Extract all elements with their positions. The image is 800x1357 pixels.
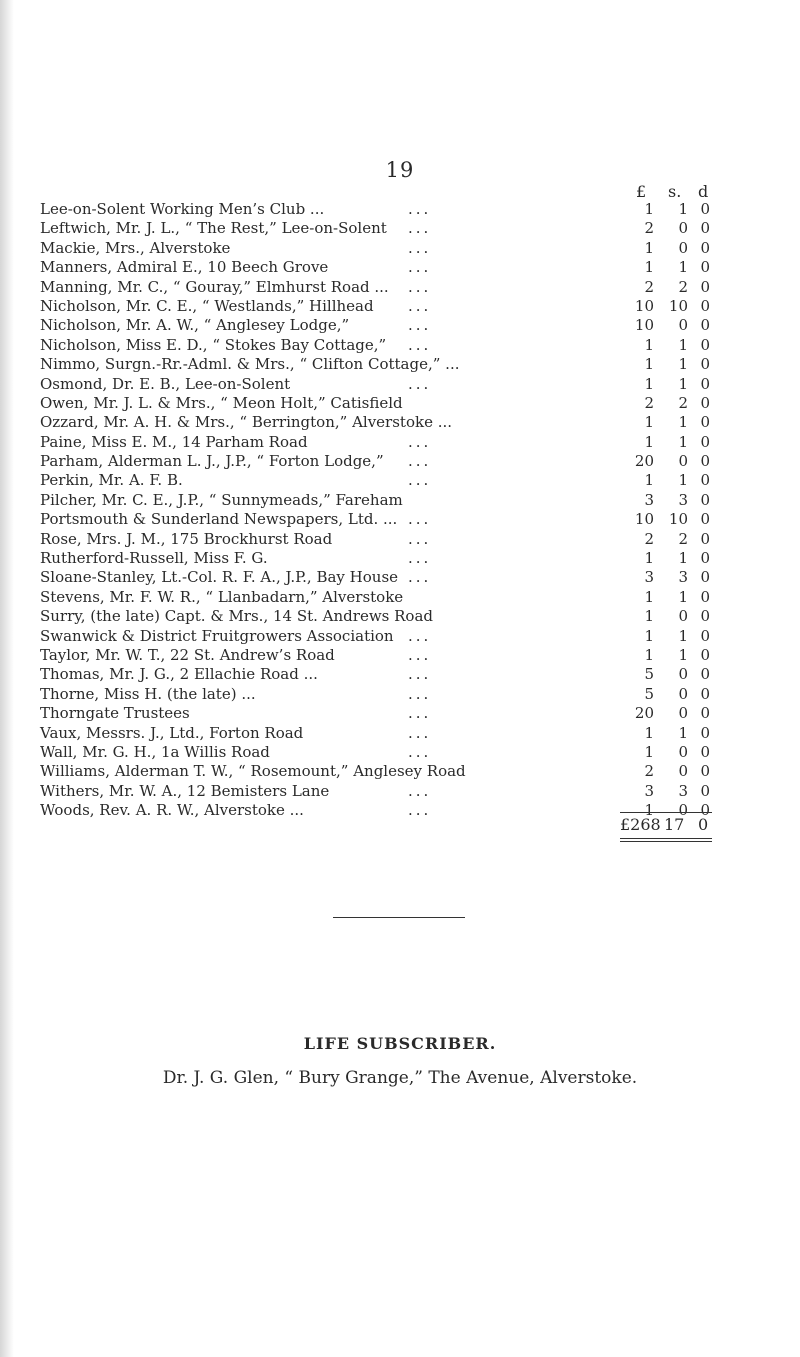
subscriber-name: Lee-on-Solent Working Men’s Club ... xyxy=(40,200,325,218)
shillings-value: 1 xyxy=(678,645,688,664)
shillings-value: 1 xyxy=(678,258,688,277)
dot-leader: ... xyxy=(408,645,432,664)
pounds-value: 10 xyxy=(634,296,654,315)
dot-leader: ... xyxy=(408,316,432,335)
pounds-value: 1 xyxy=(644,258,654,277)
pence-value: 0 xyxy=(700,645,710,664)
pence-value: 0 xyxy=(700,335,710,354)
dot-leader: ... xyxy=(408,704,432,723)
subscriber-name: Thorne, Miss H. (the late) ... xyxy=(40,684,256,703)
dot-leader: ... xyxy=(408,200,432,218)
table-row xyxy=(0,704,800,723)
pounds-value: 1 xyxy=(644,801,654,820)
pounds-value: 3 xyxy=(644,490,654,509)
pence-value: 0 xyxy=(700,587,710,606)
subscriber-name: Portsmouth & Sunderland Newspapers, Ltd. ... xyxy=(40,510,398,529)
pounds-value: 1 xyxy=(644,238,654,257)
subscriber-name: Perkin, Mr. A. F. B. xyxy=(40,471,183,490)
pence-value: 0 xyxy=(700,355,710,374)
pounds-value: 20 xyxy=(634,704,654,723)
pence-value: 0 xyxy=(700,549,710,568)
shillings-value: 0 xyxy=(678,238,688,257)
subscriber-name: Nicholson, Mr. C. E., “ Westlands,” Hillhead xyxy=(40,296,374,315)
dot-leader: ... xyxy=(408,529,432,548)
dot-leader: ... xyxy=(408,742,432,761)
table-row xyxy=(0,278,800,297)
pounds-value: 3 xyxy=(644,781,654,800)
table-row xyxy=(0,627,800,646)
subscriber-name: Pilcher, Mr. C. E., J.P., “ Sunnymeads,” Fareham xyxy=(40,490,403,509)
subscriber-name: Woods, Rev. A. R. W., Alverstoke ... xyxy=(40,801,304,820)
shillings-value: 1 xyxy=(678,471,688,490)
subscriber-name: Wall, Mr. G. H., 1a Willis Road xyxy=(40,742,270,761)
dot-leader: ... xyxy=(408,277,432,296)
pounds-value: 1 xyxy=(644,471,654,490)
pounds-value: 1 xyxy=(644,626,654,645)
table-row xyxy=(0,336,800,355)
subscriber-name: Owen, Mr. J. L. & Mrs., “ Meon Holt,” Catisfield xyxy=(40,393,403,412)
pounds-value: 1 xyxy=(644,645,654,664)
table-row xyxy=(0,219,800,238)
pounds-value: 20 xyxy=(634,452,654,471)
total-rule-double-1 xyxy=(620,838,712,839)
life-subscriber-heading: LIFE SUBSCRIBER. xyxy=(303,1034,497,1053)
pence-value: 0 xyxy=(700,684,710,703)
shillings-value: 3 xyxy=(678,781,688,800)
column-headers xyxy=(0,182,800,202)
pence-value: 0 xyxy=(700,200,710,218)
subscriber-name: Nicholson, Miss E. D., “ Stokes Bay Cottage,” xyxy=(40,335,387,354)
pounds-value: 2 xyxy=(644,219,654,238)
pence-value: 0 xyxy=(700,452,710,471)
table-row xyxy=(0,355,800,374)
pounds-value: 2 xyxy=(644,393,654,412)
table-row xyxy=(0,316,800,335)
pounds-value: 2 xyxy=(644,277,654,296)
pence-value: 0 xyxy=(700,665,710,684)
dot-leader: ... xyxy=(408,549,432,568)
shillings-value: 2 xyxy=(678,529,688,548)
dot-leader: ... xyxy=(408,801,432,820)
shillings-value: 0 xyxy=(678,452,688,471)
pence-value: 0 xyxy=(700,626,710,645)
table-row xyxy=(0,762,800,781)
pence-value: 0 xyxy=(700,432,710,451)
shillings-value: 3 xyxy=(678,490,688,509)
table-row xyxy=(0,394,800,413)
shillings-value: 0 xyxy=(678,704,688,723)
subscriber-name: Withers, Mr. W. A., 12 Bemisters Lane xyxy=(40,781,330,800)
pounds-header: £ xyxy=(636,182,647,201)
pence-value: 0 xyxy=(700,374,710,393)
shillings-value: 1 xyxy=(678,587,688,606)
subscriber-name: Nicholson, Mr. A. W., “ Anglesey Lodge,” xyxy=(40,316,350,335)
table-row xyxy=(0,549,800,568)
table-row xyxy=(0,491,800,510)
pounds-value: 2 xyxy=(644,529,654,548)
pounds-value: 3 xyxy=(644,568,654,587)
table-row xyxy=(0,239,800,258)
total-row xyxy=(0,815,800,839)
dot-leader: ... xyxy=(408,568,432,587)
pounds-value: 1 xyxy=(644,607,654,626)
table-row xyxy=(0,258,800,277)
subscriber-name: Ozzard, Mr. A. H. & Mrs., “ Berrington,” Alverstoke ... xyxy=(40,413,453,432)
table-row xyxy=(0,724,800,743)
subscriber-name: Swanwick & District Fruitgrowers Association xyxy=(40,626,394,645)
pounds-value: 1 xyxy=(644,549,654,568)
table-row xyxy=(0,413,800,432)
table-row xyxy=(0,297,800,316)
table-row xyxy=(0,743,800,762)
pence-value: 0 xyxy=(700,742,710,761)
total-rule-double-2 xyxy=(620,841,712,842)
subscriber-name: Leftwich, Mr. J. L., “ The Rest,” Lee-on-Solent xyxy=(40,219,387,238)
pounds-value: 1 xyxy=(644,413,654,432)
shillings-value: 0 xyxy=(678,665,688,684)
pounds-value: 1 xyxy=(644,432,654,451)
shillings-value: 1 xyxy=(678,626,688,645)
subscriber-name: Taylor, Mr. W. T., 22 St. Andrew’s Road xyxy=(40,645,335,664)
table-row xyxy=(0,782,800,801)
subscriber-name: Surry, (the late) Capt. & Mrs., 14 St. Andrews Road xyxy=(40,607,433,626)
subscriber-name: Vaux, Messrs. J., Ltd., Forton Road xyxy=(40,723,304,742)
table-row xyxy=(0,433,800,452)
shillings-value: 1 xyxy=(678,355,688,374)
dot-leader: ... xyxy=(408,258,432,277)
pence-value: 0 xyxy=(700,277,710,296)
dot-leader: ... xyxy=(408,510,432,529)
pence-value: 0 xyxy=(700,471,710,490)
dot-leader: ... xyxy=(408,374,432,393)
shillings-value: 0 xyxy=(678,801,688,820)
dot-leader: ... xyxy=(408,432,432,451)
table-row xyxy=(0,200,800,219)
section-divider xyxy=(333,917,465,918)
subscriber-name: Paine, Miss E. M., 14 Parham Road xyxy=(40,432,308,451)
pence-value: 0 xyxy=(700,704,710,723)
pence-value: 0 xyxy=(700,413,710,432)
total-pence: 0 xyxy=(698,815,709,834)
table-row xyxy=(0,530,800,549)
pounds-value: 1 xyxy=(644,723,654,742)
table-row xyxy=(0,568,800,587)
pence-value: 0 xyxy=(700,529,710,548)
pence-value: 0 xyxy=(700,258,710,277)
pounds-value: 2 xyxy=(644,762,654,781)
dot-leader: ... xyxy=(408,665,432,684)
subscriber-name: Williams, Alderman T. W., “ Rosemount,” Anglesey Road xyxy=(40,762,466,781)
subscriber-name: Manning, Mr. C., “ Gouray,” Elmhurst Road ... xyxy=(40,277,389,296)
dot-leader: ... xyxy=(408,238,432,257)
shillings-value: 1 xyxy=(678,432,688,451)
pence-header: d xyxy=(698,182,709,201)
dot-leader: ... xyxy=(408,471,432,490)
subscriber-name: Rutherford-Russell, Miss F. G. xyxy=(40,549,268,568)
table-row xyxy=(0,588,800,607)
pence-value: 0 xyxy=(700,316,710,335)
pounds-value: 1 xyxy=(644,335,654,354)
table-row xyxy=(0,375,800,394)
pence-value: 0 xyxy=(700,219,710,238)
pounds-value: 5 xyxy=(644,684,654,703)
shillings-value: 0 xyxy=(678,762,688,781)
total-rule-top xyxy=(620,812,712,813)
dot-leader: ... xyxy=(408,626,432,645)
table-row xyxy=(0,646,800,665)
table-row xyxy=(0,665,800,684)
pence-value: 0 xyxy=(700,607,710,626)
subscriber-name: Sloane-Stanley, Lt.-Col. R. F. A., J.P., Bay House xyxy=(40,568,399,587)
subscriber-name: Manners, Admiral E., 10 Beech Grove xyxy=(40,258,329,277)
shillings-value: 0 xyxy=(678,742,688,761)
pounds-value: 1 xyxy=(644,742,654,761)
shillings-value: 10 xyxy=(668,296,688,315)
subscriber-list xyxy=(0,200,800,821)
shillings-value: 3 xyxy=(678,568,688,587)
shillings-value: 1 xyxy=(678,723,688,742)
page-number: 19 xyxy=(385,158,415,182)
shillings-value: 0 xyxy=(678,607,688,626)
pence-value: 0 xyxy=(700,238,710,257)
shillings-header: s. xyxy=(668,182,682,201)
subscriber-name: Parham, Alderman L. J., J.P., “ Forton Lodge,” xyxy=(40,452,384,471)
subscriber-name: Thorngate Trustees xyxy=(40,704,190,723)
table-row xyxy=(0,685,800,704)
pounds-value: 1 xyxy=(644,374,654,393)
pounds-value: 1 xyxy=(644,587,654,606)
shillings-value: 1 xyxy=(678,549,688,568)
subscriber-name: Osmond, Dr. E. B., Lee-on-Solent xyxy=(40,374,291,393)
pence-value: 0 xyxy=(700,510,710,529)
pence-value: 0 xyxy=(700,781,710,800)
dot-leader: ... xyxy=(408,684,432,703)
table-row xyxy=(0,607,800,626)
subscriber-name: Stevens, Mr. F. W. R., “ Llanbadarn,” Alverstoke xyxy=(40,587,404,606)
pence-value: 0 xyxy=(700,296,710,315)
shillings-value: 0 xyxy=(678,316,688,335)
pence-value: 0 xyxy=(700,801,710,820)
pounds-value: 10 xyxy=(634,316,654,335)
pounds-value: 5 xyxy=(644,665,654,684)
table-row xyxy=(0,510,800,529)
pounds-value: 1 xyxy=(644,200,654,218)
subscriber-name: Rose, Mrs. J. M., 175 Brockhurst Road xyxy=(40,529,333,548)
pence-value: 0 xyxy=(700,490,710,509)
total-pounds: £268 xyxy=(620,815,661,834)
shillings-value: 0 xyxy=(678,684,688,703)
dot-leader: ... xyxy=(408,452,432,471)
shillings-value: 1 xyxy=(678,374,688,393)
shillings-value: 1 xyxy=(678,335,688,354)
pence-value: 0 xyxy=(700,393,710,412)
dot-leader: ... xyxy=(408,296,432,315)
subscriber-name: Thomas, Mr. J. G., 2 Ellachie Road ... xyxy=(40,665,318,684)
life-subscriber-entry: Dr. J. G. Glen, “ Bury Grange,” The Avenue, Alverstoke. xyxy=(162,1068,638,1088)
shillings-value: 2 xyxy=(678,393,688,412)
pence-value: 0 xyxy=(700,568,710,587)
shillings-value: 0 xyxy=(678,219,688,238)
total-shillings: 17 xyxy=(664,815,685,834)
subscriber-name: Nimmo, Surgn.-Rr.-Adml. & Mrs., “ Clifton Cottage,” ... xyxy=(40,355,460,374)
shillings-value: 2 xyxy=(678,277,688,296)
pounds-value: 10 xyxy=(634,510,654,529)
dot-leader: ... xyxy=(408,781,432,800)
dot-leader: ... xyxy=(408,335,432,354)
table-row xyxy=(0,471,800,490)
pence-value: 0 xyxy=(700,762,710,781)
dot-leader: ... xyxy=(408,723,432,742)
pence-value: 0 xyxy=(700,723,710,742)
pounds-value: 1 xyxy=(644,355,654,374)
subscriber-name: Mackie, Mrs., Alverstoke xyxy=(40,238,231,257)
table-row xyxy=(0,452,800,471)
shillings-value: 1 xyxy=(678,413,688,432)
shillings-value: 10 xyxy=(668,510,688,529)
dot-leader: ... xyxy=(408,219,432,238)
shillings-value: 1 xyxy=(678,200,688,218)
